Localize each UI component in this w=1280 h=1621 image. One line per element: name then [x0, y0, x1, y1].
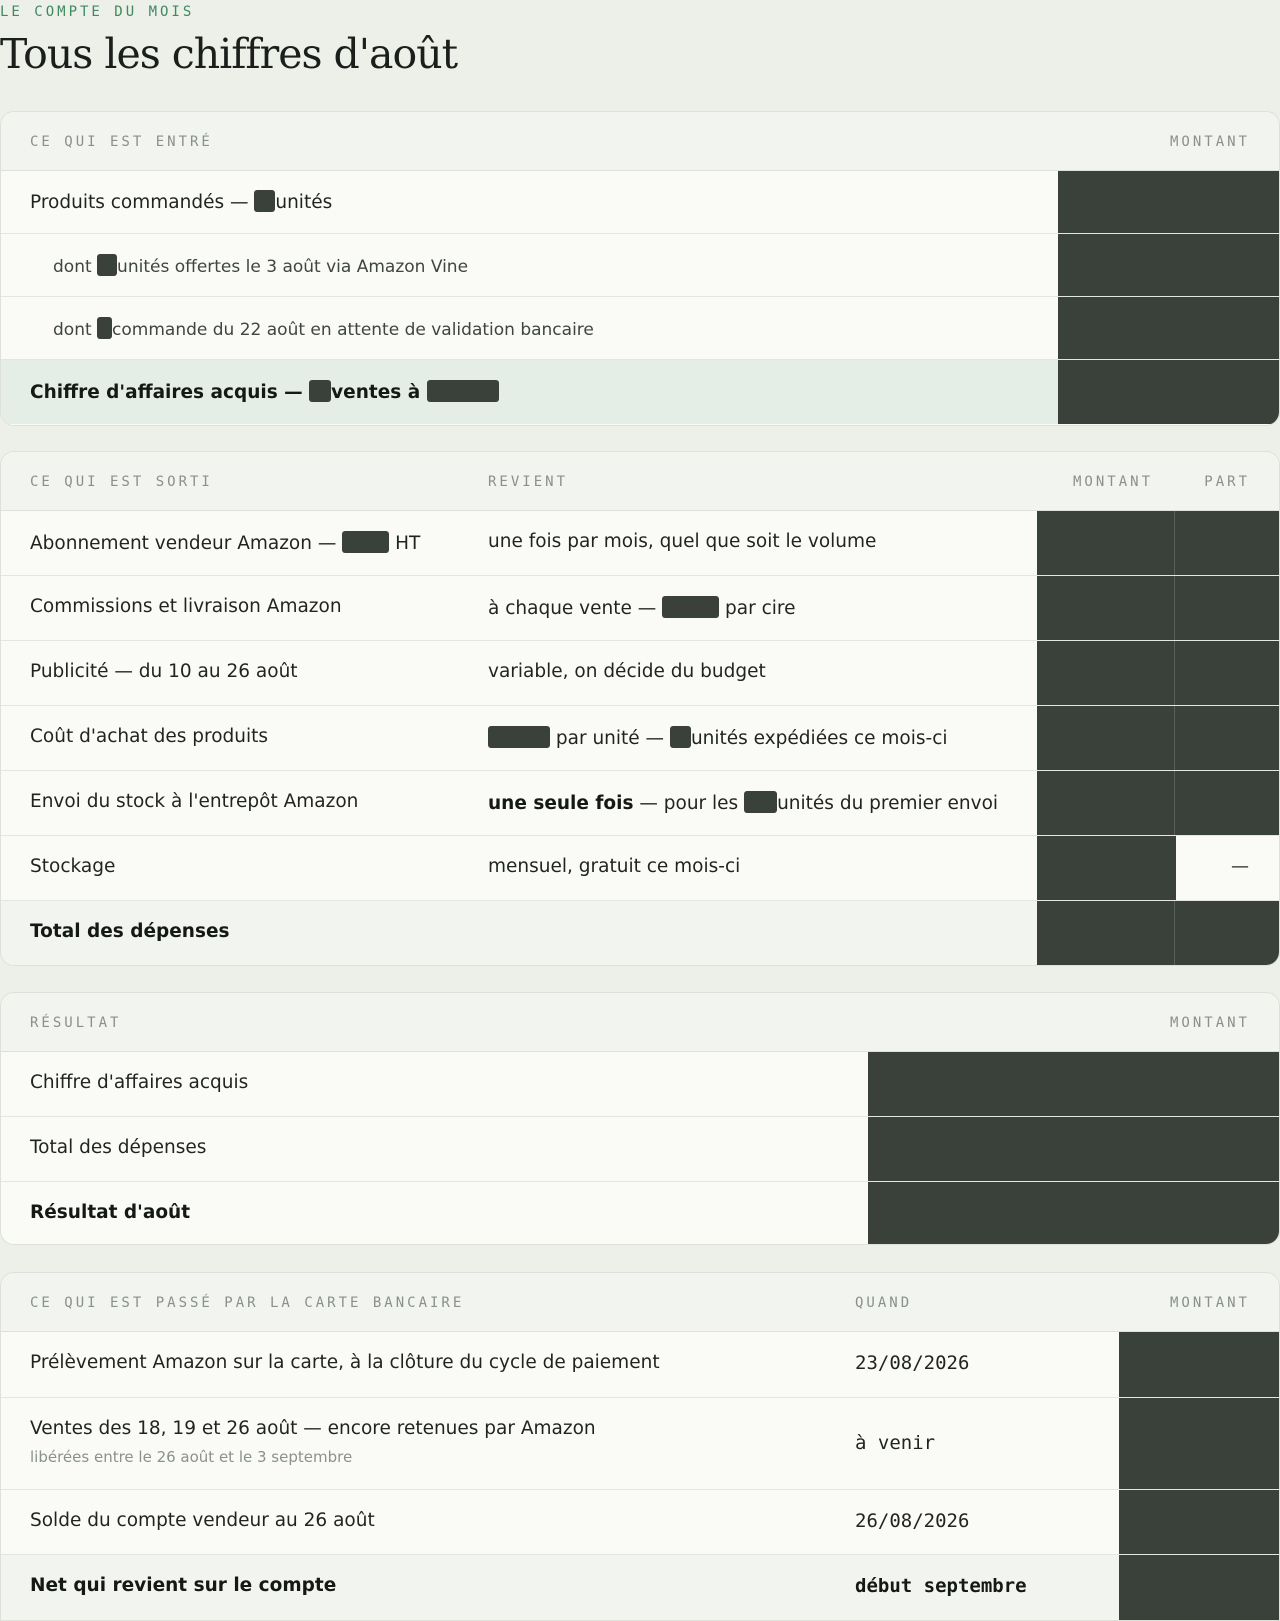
result-col-amount: MONTANT [1169, 1015, 1250, 1031]
table-row [1, 234, 1279, 297]
redacted-amount [1037, 641, 1176, 705]
row-label: Chiffre d'affaires acquis [30, 1072, 249, 1093]
redacted-amount [868, 1182, 1279, 1245]
row-recurs: par unité — unités expédiées ce mois-ci [488, 726, 948, 749]
redacted-amount [1037, 901, 1176, 966]
redacted-value [670, 726, 691, 748]
redacted-share [1174, 641, 1279, 705]
bank-card-table-header [1, 1273, 1279, 1332]
redacted-share [1174, 576, 1279, 640]
redacted-share [1174, 901, 1279, 966]
redacted-value [744, 791, 777, 813]
redacted-amount [868, 1117, 1279, 1181]
table-row [1, 641, 1279, 706]
row-label: Total des dépenses [30, 1137, 207, 1158]
row-recurs: mensuel, gratuit ce mois-ci [488, 856, 741, 877]
table-row [1, 771, 1279, 836]
result-table-header [1, 993, 1279, 1052]
table-row [1, 1117, 1279, 1182]
redacted-amount [1058, 234, 1279, 296]
table-row-total [1, 1182, 1279, 1245]
redacted-value [97, 254, 117, 276]
card-col-when: QUAND [855, 1295, 913, 1311]
income-col-label: CE QUI EST ENTRÉ [30, 134, 213, 150]
redacted-amount [1037, 836, 1176, 900]
row-label: Abonnement vendeur Amazon — HT [30, 533, 421, 554]
redacted-value [254, 190, 275, 212]
expenses-col-recurs: REVIENT [488, 474, 569, 490]
row-note: libérées entre le 26 août et le 3 septembre [30, 1448, 353, 1466]
table-row [1, 511, 1279, 576]
result-col-label: RÉSULTAT [30, 1015, 122, 1031]
redacted-amount [1119, 1555, 1279, 1621]
redacted-value [488, 726, 550, 748]
table-row [1, 1052, 1279, 1117]
row-when: à venir [855, 1432, 936, 1454]
income-table [0, 111, 1280, 426]
row-label: Publicité — du 10 au 26 août [30, 661, 298, 682]
table-row [1, 297, 1279, 360]
redacted-amount [1119, 1398, 1279, 1489]
redacted-amount [868, 1052, 1279, 1116]
redacted-value [97, 317, 112, 339]
table-row [1, 836, 1279, 901]
redacted-value [427, 380, 499, 402]
table-row [1, 1332, 1279, 1398]
row-label: Chiffre d'affaires acquis — ventes à [30, 380, 499, 403]
redacted-amount [1037, 706, 1176, 770]
redacted-amount [1119, 1332, 1279, 1397]
page-title: Tous les chiffres d'août [0, 30, 458, 78]
income-col-amount: MONTANT [1169, 134, 1250, 150]
row-when: 23/08/2026 [855, 1352, 970, 1374]
redacted-share [1174, 511, 1279, 575]
row-label: Net qui revient sur le compte [30, 1575, 337, 1596]
row-label: Prélèvement Amazon sur la carte, à la clôture du cycle de paiement [30, 1352, 660, 1373]
redacted-amount [1037, 771, 1176, 835]
redacted-amount [1037, 576, 1176, 640]
card-col-amount: MONTANT [1169, 1295, 1250, 1311]
expenses-col-share: PART [1204, 474, 1250, 490]
redacted-value [662, 596, 719, 618]
card-col-label: CE QUI EST PASSÉ PAR LA CARTE BANCAIRE [30, 1295, 465, 1311]
table-row [1, 576, 1279, 641]
income-table-header [1, 112, 1279, 171]
redacted-amount [1119, 1490, 1279, 1554]
row-label: Coût d'achat des produits [30, 726, 269, 747]
redacted-share [1174, 706, 1279, 770]
redacted-amount [1058, 360, 1279, 424]
row-label: Produits commandés — unités [30, 192, 333, 213]
redacted-value [309, 380, 331, 402]
row-label: Stockage [30, 856, 116, 877]
redacted-amount [1058, 171, 1279, 233]
table-row-total [1, 1555, 1279, 1621]
row-recurs: une seule fois — pour les unités du premier envoi [488, 793, 999, 814]
row-label: Ventes des 18, 19 et 26 août — encore retenues par Amazon [30, 1418, 596, 1439]
expenses-col-label: CE QUI EST SORTI [30, 474, 213, 490]
expenses-table-header [1, 452, 1279, 511]
row-label: Envoi du stock à l'entrepôt Amazon [30, 791, 359, 812]
table-row-total [1, 360, 1279, 424]
bank-card-table [0, 1272, 1280, 1621]
table-row [1, 1398, 1279, 1490]
row-share: — [1231, 856, 1249, 877]
row-label: Résultat d'août [30, 1202, 191, 1223]
table-row-total [1, 901, 1279, 966]
expenses-col-amount: MONTANT [1073, 474, 1154, 490]
redacted-share [1174, 771, 1279, 835]
row-label: dont unités offertes le 3 août via Amazon Vine [53, 254, 468, 277]
table-row [1, 1490, 1279, 1555]
row-recurs: à chaque vente — par cire [488, 598, 796, 619]
row-recurs: variable, on décide du budget [488, 661, 766, 682]
row-label: Total des dépenses [30, 921, 230, 942]
redacted-amount [1037, 511, 1176, 575]
table-row [1, 706, 1279, 771]
row-label: Solde du compte vendeur au 26 août [30, 1510, 375, 1531]
table-row [1, 171, 1279, 234]
expenses-table [0, 451, 1280, 966]
row-label: dont commande du 22 août en attente de validation bancaire [53, 317, 594, 340]
row-when: début septembre [855, 1575, 1027, 1597]
eyebrow-label: LE COMPTE DU MOIS [0, 4, 195, 20]
result-table [0, 992, 1280, 1245]
row-label: Commissions et livraison Amazon [30, 596, 342, 617]
redacted-value [342, 531, 389, 553]
row-recurs: une fois par mois, quel que soit le volume [488, 531, 877, 552]
row-when: 26/08/2026 [855, 1510, 970, 1532]
redacted-amount [1058, 297, 1279, 359]
